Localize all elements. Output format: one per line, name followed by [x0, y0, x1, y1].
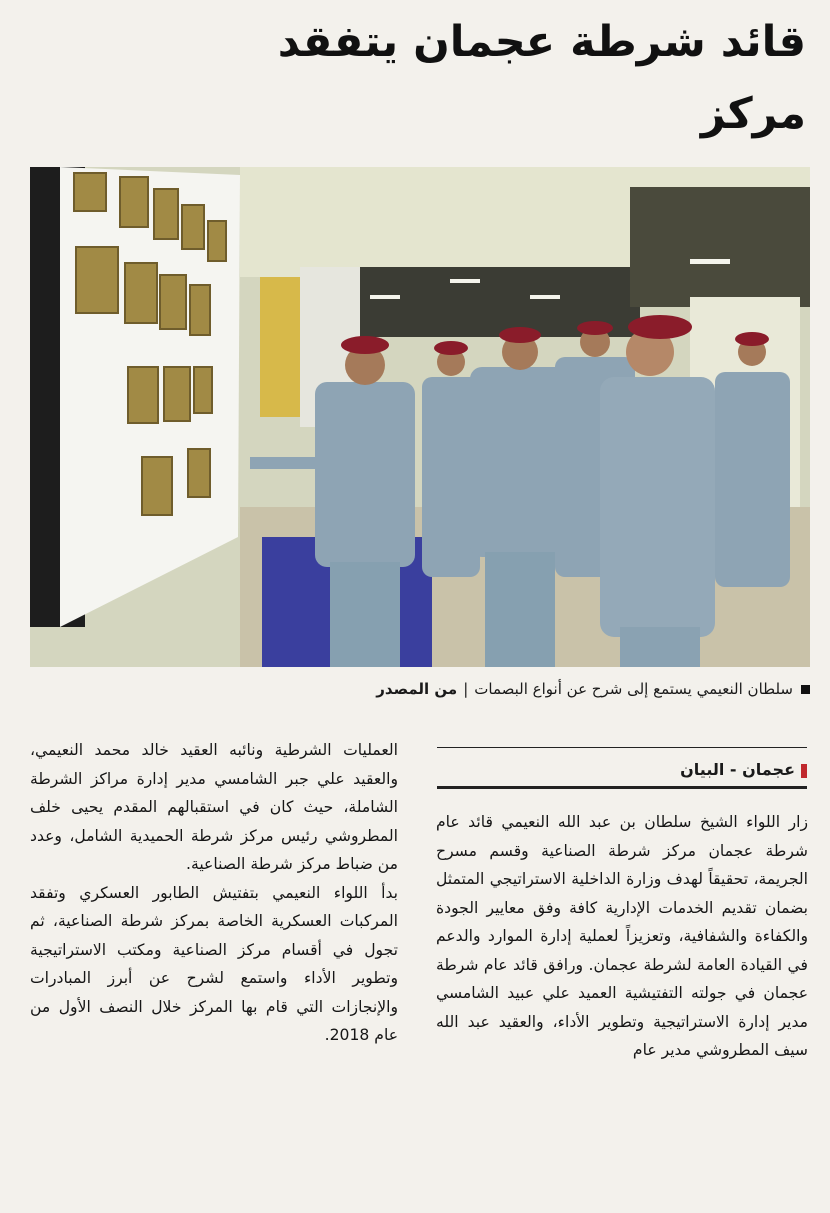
- headline-line-1: قائد شرطة عجمان يتفقد مركز: [277, 17, 806, 139]
- byline-marker-icon: [801, 764, 807, 778]
- article-column-left: [30, 736, 398, 1166]
- photo-illustration: [30, 167, 810, 667]
- article-paragraph: بدأ اللواء النعيمي بتفتيش الطابور العسكري وتفقد المركبات العسكرية الخاصة بمركز شرطة الصناعية، ثم تجول في أقسام مركز الصناعية ومكتب الاستراتيجية وتطوير الأداء واستمع لشرح عن أبرز المبادرات والإنجازات التي قام بها المركز خلال النصف الأول من عام 2018.: [30, 883, 398, 1044]
- byline-rule-top: [437, 747, 807, 748]
- caption-text: سلطان النعيمي يستمع إلى شرح عن أنواع البصمات: [474, 680, 793, 698]
- article-paragraph: زار اللواء الشيخ سلطان بن عبد الله النعيمي قائد عام شرطة عجمان مركز شرطة الصناعية وقسم مسرح الجريمة، تحقيقاً لهدف وزارة الداخلية الاستراتيجي المتمثل بضمان تقديم الخدمات الإدارية كافة وفق معايير الجودة والكفاءة والشفافية، وتعزيزاً لعملية إدارة الموارد والدعم في القيادة العامة لشرطة عجمان. ورافق قائد عام شرطة عجمان في جولته التفتيشية العميد علي عبيد الشامسي مدير إدارة الاستراتيجية وتطوير الأداء، والعقيد عبد الله سيف المطروشي مدير عام: [436, 813, 808, 1059]
- byline: [437, 756, 807, 784]
- byline-rule-bottom: [437, 786, 807, 789]
- article-paragraph: العمليات الشرطية ونائبه العقيد خالد محمد النعيمي، والعقيد علي جبر الشامسي مدير إدارة مراكز الشرطة الشاملة، حيث كان في استقبالهم المقدم يحيى خلف المطروشي رئيس مركز شرطة الحميدية الشامل، وعدد من ضباط مركز شرطة الصناعية.: [30, 741, 398, 873]
- article-photo: [30, 167, 810, 667]
- photo-caption: [190, 676, 810, 702]
- caption-separator: |: [463, 680, 469, 698]
- caption-bullet-icon: [801, 685, 810, 694]
- article-column-right: [436, 808, 808, 1168]
- byline-text: عجمان - البيان: [680, 760, 795, 779]
- caption-source: من المصدر: [376, 680, 458, 698]
